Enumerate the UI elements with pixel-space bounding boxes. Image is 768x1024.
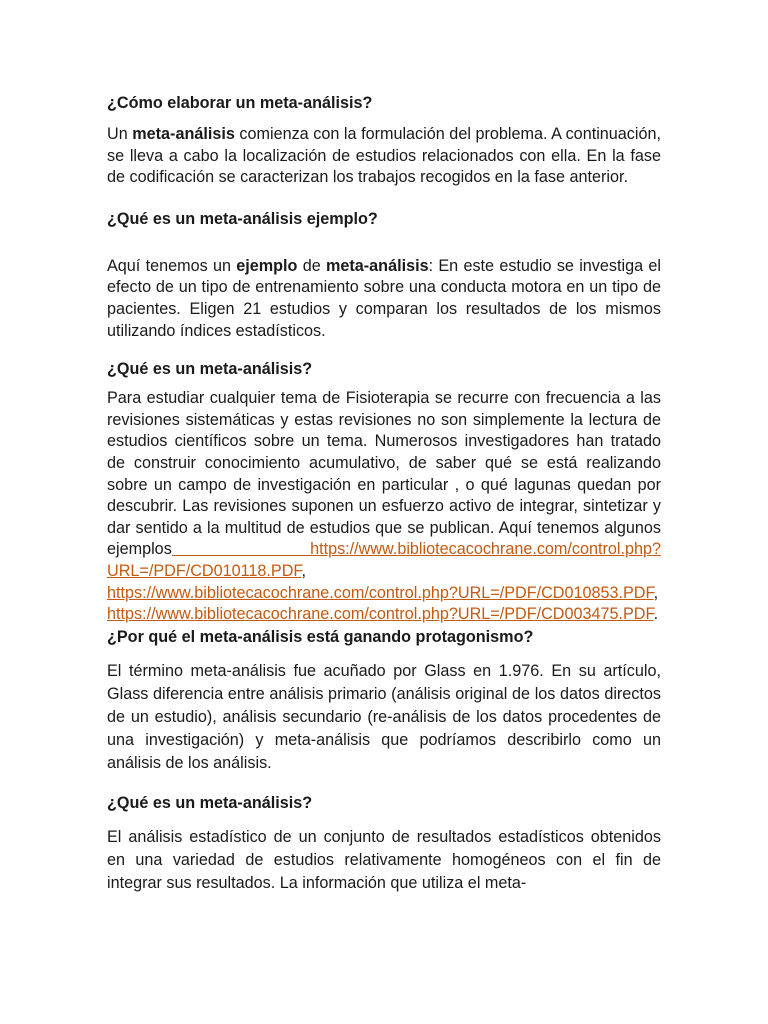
paragraph-text: El análisis estadístico de un conjunto de resultados estadísticos obtenidos en una variedad de estudios relativamente homogéneos con el fin de integrar sus resultados. La información que utiliza el meta-: [107, 827, 661, 892]
cochrane-link-1[interactable]: https://www.bibliotecacochrane.com/control.php?URL=/PDF/CD010118.PDF: [107, 540, 661, 580]
bold-term: ejemplo: [236, 256, 298, 275]
paragraph-fisioterapia: [107, 388, 661, 626]
paragraph-text: comienza con la formulación del problema. A continuación, se lleva a cabo la localización de estudios relacionados con ella. En la fase de codificación se caracterizan los trabajos recogidos en la fase anterior.: [107, 125, 661, 187]
bold-term: meta-análisis: [132, 125, 235, 143]
cochrane-link-3[interactable]: https://www.bibliotecacochrane.com/control.php?URL=/PDF/CD003475.PDF: [107, 605, 654, 624]
heading-protagonismo: ¿Por qué el meta-análisis está ganando protagonismo?: [107, 627, 534, 646]
paragraph-ejemplo: [107, 256, 661, 342]
paragraph-como-elaborar: [107, 124, 661, 189]
paragraph-text: de: [297, 256, 326, 275]
heading-que-es-meta-analisis-2: ¿Qué es un meta-análisis?: [107, 793, 313, 812]
heading-que-es-meta-analisis: ¿Qué es un meta-análisis?: [107, 360, 313, 379]
paragraph-analisis-estadistico: [107, 826, 661, 895]
paragraph-end: .: [653, 605, 659, 624]
cochrane-link-2[interactable]: https://www.bibliotecacochrane.com/control.php?URL=/PDF/CD010853.PDF: [107, 583, 654, 602]
paragraph-glass: [107, 660, 661, 775]
paragraph-text: Para estudiar cualquier tema de Fisioterapia se recurre con frecuencia a las revisiones sistemáticas y estas revisiones no son simplemente la lectura de estudios científicos sobre un tema. Numerosos investigadores han tratado de construir conocimiento acumulativo, de saber qué se está realizando sobre un campo de investigación en particular , o qué lagunas quedan por descubrir. Las revisiones suponen un esfuerzo activo de integrar, sintetizar y dar sentido a la multitud de estudios que se publican. Aquí tenemos algunos ejemplos: [107, 389, 661, 559]
paragraph-text: El término meta-análisis fue acuñado por Glass en 1.976. En su artículo, Glass diferencia entre análisis primario (análisis original de los datos directos de un estudio), análisis secundario (re-análisis de los datos procedentes de una investigación) y meta-análisis que podríamos describirlo como un análisis de los análisis.: [107, 661, 661, 772]
paragraph-text: : En este estudio se investiga el efecto de un tipo de entrenamiento sobre una conducta motora en un tipo de pacientes. Eligen 21 estudios y comparan los resultados de los mismos utilizando índices estadísticos.: [107, 256, 661, 340]
separator: ,: [301, 561, 306, 580]
separator: ,: [653, 583, 659, 602]
paragraph-text: Aquí tenemos un: [107, 256, 237, 275]
bold-term: meta-análisis: [326, 256, 429, 275]
heading-que-es-ejemplo: ¿Qué es un meta-análisis ejemplo?: [107, 209, 378, 228]
paragraph-text: Un: [107, 125, 133, 143]
heading-como-elaborar: ¿Cómo elaborar un meta-análisis?: [107, 94, 373, 112]
